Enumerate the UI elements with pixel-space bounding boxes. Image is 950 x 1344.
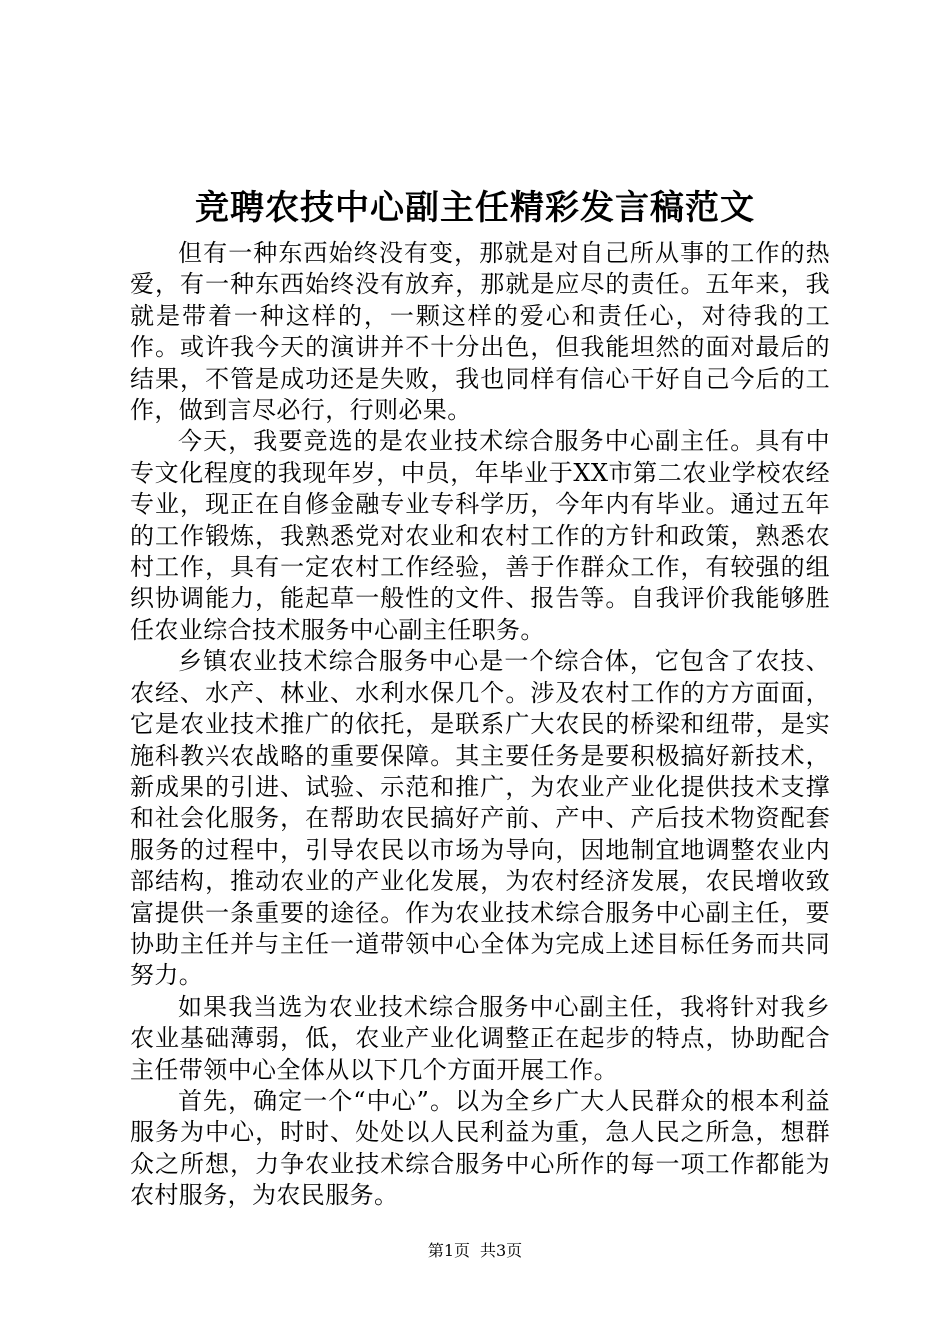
page-footer: [0, 1240, 950, 1262]
paragraph: 如果我当选为农业技术综合服务中心副主任，我将针对我乡农业基础薄弱，低，农业产业化调整正在起步的特点，协助配合主任带领中心全体从以下几个方面开展工作。: [130, 992, 830, 1084]
paragraph: 但有一种东西始终没有变，那就是对自己所从事的工作的热爱，有一种东西始终没有放弃，那就是应尽的责任。五年来，我就是带着一种这样的，一颗这样的爱心和责任心，对待我的工作。或许我今天的演讲并不十分出色，但我能坦然的面对最后的结果，不管是成功还是失败，我也同样有信心干好自己今后的工作，做到言尽必行，行则必果。: [130, 239, 830, 425]
page-total: 共3页: [480, 1241, 523, 1260]
document-title: 竞聘农技中心副主任精彩发言稿范文: [195, 188, 755, 228]
document-body: [130, 238, 830, 1212]
paragraph: 乡镇农业技术综合服务中心是一个综合体，它包含了农技、农经、水产、林业、水利水保几个。涉及农村工作的方方面面，它是农业技术推广的依托，是联系广大农民的桥梁和纽带，是实施科教兴农战略的重要保障。其主要任务是要积极搞好新技术，新成果的引进、试验、示范和推广，为农业产业化提供技术支撑和社会化服务，在帮助农民搞好产前、产中、产后技术物资配套服务的过程中，引导农民以市场为导向，因地制宜地调整农业内部结构，推动农业的产业化发展，为农村经济发展，农民增收致富提供一条重要的途径。作为农业技术综合服务中心副主任，要协助主任并与主任一道带领中心全体为完成上述目标任务而共同努力。: [130, 647, 830, 990]
paragraph: 今天，我要竞选的是农业技术综合服务中心副主任。具有中专文化程度的我现年岁，中员，年毕业于XX市第二农业学校农经专业，现正在自修金融专业专科学历，今年内有毕业。通过五年的工作锻炼，我熟悉党对农业和农村工作的方针和政策，熟悉农村工作，具有一定农村工作经验，善于作群众工作，有较强的组织协调能力，能起草一般性的文件、报告等。自我评价我能够胜任农业综合技术服务中心副主任职务。: [130, 427, 830, 644]
paragraph: 首先，确定一个“中心”。以为全乡广大人民群众的根本利益服务为中心，时时、处处以人民利益为重，急人民之所急，想群众之所想，力争农业技术综合服务中心所作的每一项工作都能为农村服务，为农民服务。: [130, 1086, 830, 1210]
page-number: 第1页: [427, 1241, 470, 1260]
